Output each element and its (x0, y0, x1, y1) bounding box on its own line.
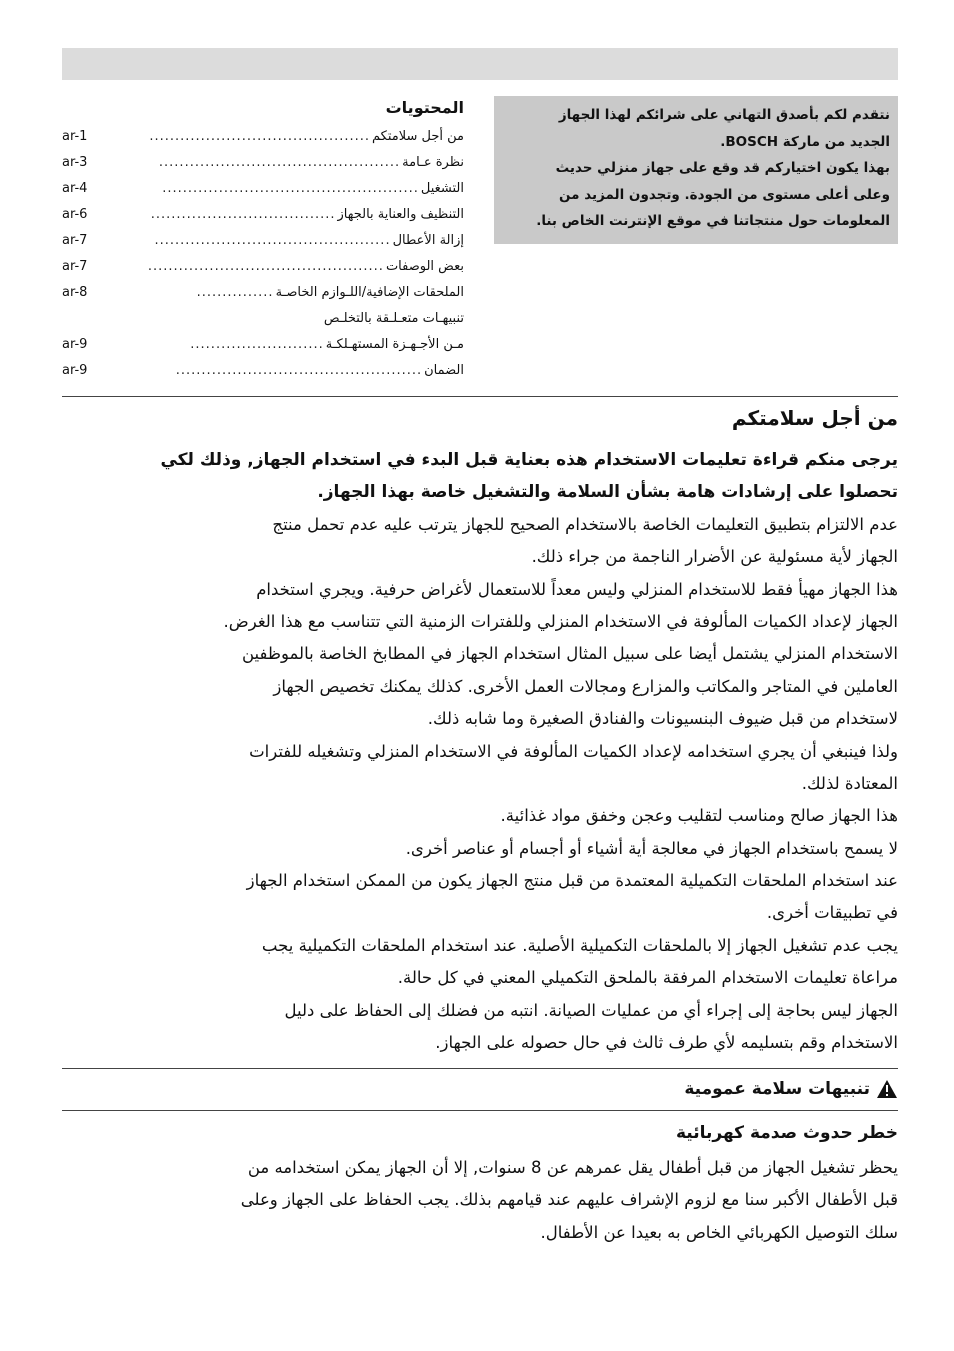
toc-item-page: ar-1 (62, 129, 88, 144)
body-line: عدم الالتزام بتطبيق التعليمات الخاصة بالاستخدام الصحيح للجهاز يترتب عليه عدم تحمل منتج (272, 514, 898, 534)
body-line: مراعاة تعليمات الاستخدام المرفقة بالملحق التكميلي المعني في كل حالة. (397, 968, 898, 988)
toc-item-label: إزالة الأعطال (392, 233, 464, 248)
section-divider (62, 1068, 898, 1069)
toc-item[interactable] (62, 280, 464, 306)
intro-line: نتقدم لكم بأصدق التهاني على شرائكم لهذا الجهاز (558, 107, 890, 123)
intro-line: وعلى أعلى مستوى من الجودة. وتجدون المزيد من (559, 186, 890, 203)
intro-line: الجديد من ماركة BOSCH. (720, 133, 890, 150)
toc-item[interactable] (62, 332, 464, 358)
body-line: هذا الجهاز صالح ومناسب لتقليب وعجن وخفق مواد غذائية. (500, 806, 898, 826)
intro-line: المعلومات حول منتجاتنا في موقع الإنترنت الخاص بنا. (536, 213, 890, 229)
section-divider (62, 396, 898, 397)
body-line: قبل الأطفال الأكبر سنا مع لزوم الإشراف عليهم عند قيامهم بذلك. يجب الحفاظ على الجهاز وعلى (240, 1190, 898, 1210)
toc-leader-dots: ............... (196, 285, 274, 300)
toc-item-label: مـن الأجـهـزة المستهـلكـة (325, 337, 464, 352)
toc-item[interactable] (62, 150, 464, 176)
body-line: المعتادة لذلك. (801, 773, 898, 793)
warning-triangle-icon (876, 1079, 898, 1099)
body-line: لا يسمح باستخدام الجهاز في معالجة أية أشياء أو أجسام أو عناصر أخرى. (405, 838, 898, 858)
body-line: الجهاز ليس بحاجة إلى إجراء أي من عمليات الصيانة. انتبه من فضلك إلى الحفاظ على دليل (284, 1000, 898, 1020)
toc-item-page: ar-9 (62, 363, 88, 378)
warnings-title (684, 1072, 898, 1106)
toc-item-label: الضمان (424, 363, 464, 378)
toc-item-label: التنظيف والعناية بالجهاز (337, 207, 464, 222)
toc-item-page: ar-6 (62, 207, 88, 222)
toc-leader-dots: .................................................. (162, 181, 419, 196)
body-line: تحصلوا على إرشادات هامة بشأن السلامة والتشغيل خاصة بهذا الجهاز. (317, 482, 898, 503)
toc-item-label: تنبيهـات متعـلـقة بالتخلـص (323, 311, 464, 326)
body-line: يرجى منكم قراءة تعليمات الاستخدام هذه بعناية قبل البدء في استخدام الجهاز, وذلك لكي (160, 450, 898, 470)
body-line: الاستخدام وقم بتسليمه لأي طرف ثالث في حال حصوله على الجهاز. (435, 1033, 898, 1053)
toc-item-label: بعض الوصفات (385, 259, 464, 274)
toc-item[interactable] (62, 358, 464, 384)
body-line: عند استخدام الملحقات التكميلية المعتمدة من قبل منتج الجهاز يكون من الممكن استخدام الجهاز (246, 871, 898, 891)
table-of-contents (62, 92, 464, 384)
toc-leader-dots: ........................................... (149, 129, 371, 144)
electric-shock-subtitle: خطر حدوث صدمة كهربائية (675, 1123, 898, 1143)
body-line: في تطبيقات أخرى. (766, 903, 898, 923)
toc-item-page: ar-7 (62, 259, 88, 274)
section-title-safety: من أجل سلامتكم (731, 406, 898, 430)
warnings-body (60, 1152, 898, 1249)
toc-leader-dots: .............................................. (154, 233, 391, 248)
toc-leader-dots: ............................................... (158, 155, 401, 170)
toc-item[interactable] (62, 124, 464, 150)
section-divider (62, 1110, 898, 1111)
safety-body (60, 444, 898, 1059)
toc-item[interactable] (62, 306, 464, 332)
intro-box (494, 96, 898, 244)
toc-item-label: التشغيل (420, 181, 464, 196)
body-line: ولذا فينبغي أن يجري استخدامه لإعداد الكميات المألوفة في الاستخدام المنزلي وتشغيله للفترات (249, 741, 898, 761)
body-line: الجهاز لإعداد الكميات المألوفة في الاستخدام المنزلي وللفترات الزمنية التي تتناسب مع هذا الغرض. (223, 611, 898, 631)
toc-item-page: ar-3 (62, 155, 88, 170)
toc-leader-dots: .............................................. (147, 259, 384, 274)
toc-item-page: ar-8 (62, 285, 88, 300)
toc-title: المحتويات (385, 98, 464, 117)
toc-item-page: ar-9 (62, 337, 88, 352)
intro-line: بهذا يكون اختياركم قد وقع على جهاز منزلي حديث (555, 160, 890, 176)
body-line: لاستخدام من قبل ضيوف البنسيونات والفنادق الصغيرة وما شابه ذلك. (427, 709, 898, 729)
body-line: الاستخدام المنزلي يشتمل أيضا على سبيل المثال استخدام الجهاز في المطابخ الخاصة بالموظفين (241, 644, 898, 664)
body-line: هذا الجهاز مهيأ فقط للاستخدام المنزلي وليس معداً للاستعمال لأغراض حرفية. ويجري استخدام (256, 579, 898, 599)
toc-leader-dots: ................................................ (175, 363, 423, 378)
toc-item-label: من أجل سلامتكم (372, 129, 464, 144)
toc-item[interactable] (62, 228, 464, 254)
body-line: العاملين في المتاجر والمكاتب والمزارع ومجالات العمل الأخرى. كذلك يمكنك تخصيص الجهاز (273, 676, 898, 696)
toc-item[interactable] (62, 176, 464, 202)
toc-item[interactable] (62, 254, 464, 280)
toc-item-label: نظرة عـامة (402, 155, 464, 170)
body-line: الجهاز لأية مسئولية عن الأضرار الناجمة من جراء ذلك. (531, 547, 898, 567)
body-line: يجب عدم تشغيل الجهاز إلا بالملحقات التكميلية الأصلية. عند استخدام الملحقات التكميلية يجب (261, 935, 898, 955)
toc-item-page: ar-4 (62, 181, 88, 196)
toc-item[interactable] (62, 202, 464, 228)
page-header-bar (62, 48, 898, 80)
body-line: يحظر تشغيل الجهاز من قبل أطفال يقل عمرهم عن 8 سنوات, إلا أن الجهاز يمكن استخدامه من (247, 1158, 898, 1177)
toc-leader-dots: .................................... (150, 207, 336, 222)
body-line: سلك التوصيل الكهربائي الخاص به بعيدا عن الأطفال. (540, 1222, 898, 1242)
warnings-title-text: تنبيهات سلامة عمومية (684, 1079, 870, 1099)
toc-leader-dots: .......................... (190, 337, 324, 352)
toc-item-page: ar-7 (62, 233, 88, 248)
toc-item-label: الملحقات الإضافية/اللـوازم الخاصـة (275, 285, 464, 300)
